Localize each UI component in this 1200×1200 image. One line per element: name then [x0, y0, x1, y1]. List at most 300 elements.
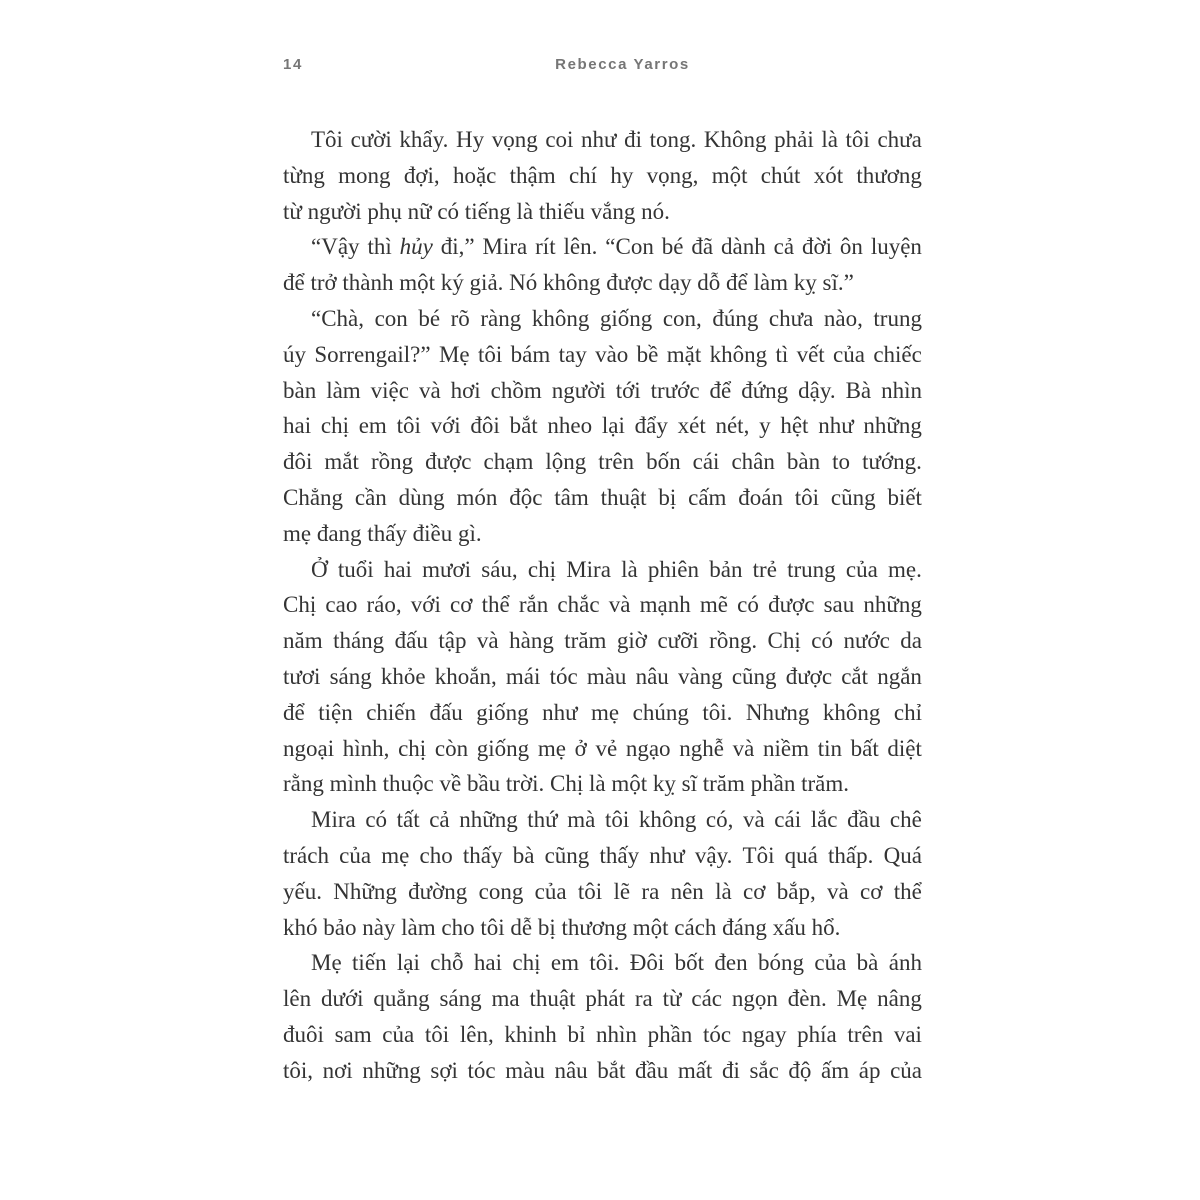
word: bản [709, 556, 743, 582]
word: chân [731, 449, 775, 475]
word: từ [662, 986, 682, 1012]
word: thứ [527, 807, 558, 833]
word: khẩy. [399, 127, 449, 152]
word: bà [512, 842, 535, 868]
word: vậy. [694, 842, 733, 868]
word: bám [510, 341, 551, 367]
text-segment: rằng mình thuộc về bầu trời. Chị là một kỵ sĩ trăm phần trăm. [283, 771, 849, 797]
word: màu [505, 1057, 545, 1083]
word: lại [601, 413, 625, 439]
word: bất [850, 735, 879, 761]
word: của [833, 341, 865, 367]
word: là [621, 556, 638, 582]
word: Không [703, 127, 767, 152]
word: ngay [741, 1021, 787, 1047]
word: đẩy [634, 413, 668, 439]
word: đợi, [403, 162, 440, 188]
word: ra [641, 878, 660, 904]
word: Chị [767, 628, 801, 654]
word: cũng [830, 484, 876, 510]
word: cho [419, 842, 453, 868]
word: đã [691, 234, 714, 260]
word: nên [670, 878, 704, 904]
word: cấm [688, 484, 727, 510]
word: không [638, 807, 697, 833]
word: “Vậy [311, 234, 360, 260]
word: tôi [477, 341, 503, 367]
text-line [283, 1053, 922, 1089]
word: lắc [810, 807, 838, 833]
word: ôn [839, 234, 863, 260]
word: tháng [333, 628, 385, 654]
word: trên [847, 1021, 884, 1047]
word: đời [801, 234, 832, 260]
word: với [430, 413, 461, 439]
word: bé [418, 305, 441, 331]
word: Mira [311, 807, 356, 833]
word: đấu [429, 699, 463, 725]
word: Mẹ [836, 986, 868, 1012]
word: hình, [342, 735, 390, 761]
word: mẹ [591, 699, 620, 725]
word: khoắn, [434, 663, 497, 689]
word: mặt [666, 341, 702, 367]
word: tôi [794, 484, 820, 510]
word: cái [692, 449, 720, 475]
word: trẻ [752, 556, 777, 582]
text-line [283, 408, 922, 444]
word: giống [476, 699, 529, 725]
word: trung [787, 556, 836, 582]
page-number: 14 [283, 56, 303, 73]
word: và [418, 377, 441, 403]
word: ma [491, 986, 520, 1012]
word: của [382, 1021, 415, 1047]
word: tươi [283, 663, 321, 689]
word: bóng [757, 950, 804, 976]
word: đôi [283, 449, 313, 475]
word: “Chà, [311, 305, 365, 331]
word: người [551, 377, 606, 403]
word: từng [283, 162, 325, 188]
word: nào, [823, 305, 863, 331]
word: cong [478, 878, 524, 904]
text-line [283, 623, 922, 659]
word: lên [283, 986, 312, 1012]
word: hệt [780, 413, 809, 439]
word: để [709, 377, 732, 403]
text-line [283, 838, 922, 874]
word: bà [856, 950, 879, 976]
word: đứng [741, 377, 789, 403]
word: ráo, [366, 592, 402, 618]
word: Hy [455, 127, 485, 152]
word: đường [408, 878, 468, 904]
word: đi [721, 1057, 740, 1083]
word: màu [586, 663, 627, 689]
word: niềm [763, 735, 810, 761]
word: của [339, 842, 372, 868]
word: như [649, 842, 685, 868]
text-line [283, 552, 922, 588]
word: mái [505, 663, 541, 689]
word: thuật [600, 484, 647, 510]
word: phát [585, 986, 625, 1012]
word: lên, [459, 1021, 494, 1047]
word: Tôi [311, 127, 343, 152]
word: của [814, 950, 847, 976]
word: hai [283, 413, 312, 439]
word: thấp. [828, 842, 874, 868]
text-line [283, 122, 922, 158]
word: Mẹ [438, 341, 470, 367]
word: mất [677, 1057, 713, 1083]
word: quá [784, 842, 818, 868]
word: tập [438, 628, 467, 654]
word: cần [354, 484, 387, 510]
word: vào [595, 341, 629, 367]
word: Đôi [629, 950, 665, 976]
word: như [542, 699, 578, 725]
word: bề [636, 341, 659, 367]
word: đen [714, 950, 748, 976]
word: nâng [877, 986, 922, 1012]
text-line [283, 265, 922, 301]
word: đôi [470, 413, 500, 439]
word: và [827, 878, 849, 904]
word: bị [658, 484, 677, 510]
word: nơi [322, 1057, 353, 1083]
word: của [534, 878, 567, 904]
word: trung [873, 305, 922, 331]
word: cưỡi [657, 628, 699, 654]
word: cũng [544, 842, 590, 868]
word: giống [599, 305, 653, 331]
word: biết [887, 484, 922, 510]
word: thương [856, 162, 922, 188]
word: cao [325, 592, 358, 618]
word: bốt [674, 950, 705, 976]
word: mẹ. [888, 556, 922, 582]
word: bàn [786, 449, 821, 475]
word: Mira [482, 234, 528, 260]
text-line [283, 444, 922, 480]
word: rõ [450, 305, 470, 331]
word: thấy [462, 842, 503, 868]
word: như [818, 413, 854, 439]
word: thì [367, 234, 392, 260]
word: quẳng [373, 986, 430, 1012]
word: luyện [870, 234, 922, 260]
word: “Con [605, 234, 654, 260]
word: chồm [490, 377, 542, 403]
text-line [283, 337, 922, 373]
word: tướng. [862, 449, 922, 475]
word: đèn. [787, 986, 827, 1012]
word: sáu, [481, 556, 518, 582]
word: còn [434, 735, 469, 761]
word: được [785, 663, 833, 689]
word: giống [476, 735, 530, 761]
word: ngoại [283, 735, 335, 761]
text-line [283, 229, 922, 265]
text-segment: từ người phụ nữ có tiếng là thiếu vắng nó. [283, 198, 670, 224]
word: ra [634, 986, 653, 1012]
word: có [811, 628, 833, 654]
word: ở [574, 735, 587, 761]
word: Những [333, 878, 397, 904]
word: da [900, 628, 922, 654]
word: tôi [424, 1021, 450, 1047]
word: cắt [841, 663, 869, 689]
word: tiện [318, 699, 353, 725]
word: chỉ [893, 699, 922, 725]
word: trách [283, 842, 329, 868]
word: con, [662, 305, 702, 331]
word: tôi [845, 127, 870, 152]
text-line [283, 731, 922, 767]
word: đi [624, 127, 643, 152]
word: thuật [529, 986, 576, 1012]
word: với [410, 592, 441, 618]
word: dưới [320, 986, 364, 1012]
word: bỉ [567, 1021, 586, 1047]
word: một [711, 162, 748, 188]
word: vọng [491, 127, 538, 152]
word: cả [429, 807, 450, 833]
word: lẽ [613, 878, 631, 904]
word: xót [813, 162, 844, 188]
text-line [283, 981, 922, 1017]
word: em [358, 413, 387, 439]
text-block [283, 122, 922, 1089]
word: mươi [422, 556, 472, 582]
text-line [283, 194, 922, 230]
word: thể [481, 592, 510, 618]
word: mẽ [699, 592, 728, 618]
word: độc [509, 484, 543, 510]
word: tâm [554, 484, 589, 510]
text-line [283, 695, 922, 731]
word: đúng [712, 305, 759, 331]
word: chê [889, 807, 922, 833]
word: hy [610, 162, 634, 188]
word: những [459, 807, 518, 833]
word: rắn [518, 592, 549, 618]
word: tôi [577, 878, 603, 904]
word: Ở [311, 556, 328, 582]
word: chưa [768, 305, 814, 331]
word: vẻ [595, 735, 618, 761]
word: sau [823, 592, 855, 618]
word: và [476, 628, 499, 654]
word: tôi. [589, 950, 620, 976]
word: ngắn [877, 663, 922, 689]
word: chỗ [430, 950, 464, 976]
word: bốn [646, 449, 681, 475]
word: tong. [649, 127, 697, 152]
text-line [283, 480, 922, 516]
word: nhìn [881, 377, 922, 403]
text-segment: để trở thành một ký giả. Nó không được dạy dỗ để làm kỵ sĩ.” [283, 270, 854, 296]
word: chắc [557, 592, 600, 618]
word: không [709, 341, 768, 367]
word: tóc [467, 1057, 496, 1083]
text-line [283, 587, 922, 623]
word: nước [843, 628, 890, 654]
word: hoặc [452, 162, 497, 188]
word: là [821, 127, 838, 152]
word: thấy [599, 842, 640, 868]
word: không [531, 305, 590, 331]
text-line [283, 874, 922, 910]
word: tay [558, 341, 587, 367]
word: ngạo [625, 735, 671, 761]
word: sáng [329, 663, 372, 689]
word: diệt [887, 735, 922, 761]
word: nghễ [679, 735, 724, 761]
word: những [362, 1057, 421, 1083]
word: thậm [509, 162, 556, 188]
word: chiếc [873, 341, 922, 367]
word: vết [796, 341, 825, 367]
word: sam [334, 1021, 372, 1047]
word: cái [774, 807, 802, 833]
word: cơ [743, 878, 766, 904]
word: những [863, 413, 922, 439]
word: dành [720, 234, 766, 260]
word: đi,” [440, 234, 475, 260]
word: Nhưng [745, 699, 810, 725]
word: làm [326, 377, 361, 403]
word: tóc [549, 663, 578, 689]
word: cơ [860, 878, 883, 904]
word: mắt [324, 449, 359, 475]
word: hủy [399, 234, 433, 260]
word: rít [535, 234, 556, 260]
word: tuổi [337, 556, 374, 582]
word: Sorrengail?” [314, 341, 431, 367]
word: là [715, 878, 732, 904]
word: các [691, 986, 722, 1012]
word: của [890, 1057, 922, 1083]
word: hàng [509, 628, 554, 654]
word: ấm [821, 1057, 850, 1083]
word: em [550, 950, 579, 976]
word: chưa [877, 127, 922, 152]
word: nâu [554, 1057, 588, 1083]
word: chị [320, 413, 349, 439]
text-line [283, 766, 922, 802]
word: lên. [563, 234, 598, 260]
word: ánh [888, 950, 922, 976]
running-header-author: Rebecca Yarros [555, 56, 690, 73]
word: bé [661, 234, 684, 260]
word: có, [705, 807, 734, 833]
word: cơ [450, 592, 473, 618]
word: nét, [715, 413, 750, 439]
word: Chẳng [283, 484, 344, 510]
text-line [283, 945, 922, 981]
word: Bà [845, 377, 872, 403]
word: bắt [597, 1057, 626, 1083]
word: giờ [616, 628, 647, 654]
word: rồng. [709, 628, 758, 654]
text-line [283, 910, 922, 946]
word: mạnh [639, 592, 691, 618]
word: nâu [635, 663, 669, 689]
word: phiên [647, 556, 700, 582]
word: sáng [439, 986, 482, 1012]
word: tới [615, 377, 641, 403]
word: cũng [731, 663, 777, 689]
word: sợi [430, 1057, 458, 1083]
word: tất [396, 807, 420, 833]
word: việc [370, 377, 409, 403]
word: áp [858, 1057, 881, 1083]
word: hai [473, 950, 502, 976]
word: Mẹ [311, 950, 342, 976]
word: và [742, 807, 765, 833]
word: vọng, [646, 162, 699, 188]
word: chút [760, 162, 801, 188]
word: mong [338, 162, 391, 188]
word: nhìn [596, 1021, 637, 1047]
word: to [832, 449, 851, 475]
word: Mira [566, 556, 611, 582]
word: sắc [749, 1057, 779, 1083]
word: trên [598, 449, 635, 475]
text-line [283, 301, 922, 337]
word: nheo [547, 413, 593, 439]
running-header [283, 56, 922, 80]
word: hai [383, 556, 412, 582]
word: tôi [396, 413, 421, 439]
word: dậy. [798, 377, 836, 403]
word: tôi, [283, 1057, 314, 1083]
word: con [374, 305, 408, 331]
word: mẹ [381, 842, 410, 868]
text-segment: khó bảo này làm cho tôi dễ bị thương một cách đáng xấu hổ. [283, 914, 841, 940]
word: mẹ [537, 735, 566, 761]
word: Chị [283, 592, 317, 618]
text-line [283, 373, 922, 409]
word: và [608, 592, 631, 618]
word: tôi [604, 807, 630, 833]
word: đoán [738, 484, 783, 510]
word: úy [283, 341, 306, 367]
word: món [456, 484, 498, 510]
text-line [283, 802, 922, 838]
word: trăm [564, 628, 607, 654]
word: chị [512, 950, 541, 976]
word: không [822, 699, 881, 725]
word: phía [797, 1021, 837, 1047]
word: khỏe [380, 663, 426, 689]
word: bàn [283, 377, 317, 403]
word: tóc [702, 1021, 732, 1047]
word: coi [545, 127, 574, 152]
word: năm [283, 628, 323, 654]
word: rồng [370, 449, 414, 475]
text-line [283, 516, 922, 552]
word: cả [773, 234, 795, 260]
text-line [283, 158, 922, 194]
text-segment: mẹ đang thấy điều gì. [283, 520, 482, 546]
word: phần [647, 1021, 693, 1047]
word: vai [893, 1021, 922, 1047]
word: hơi [450, 377, 481, 403]
